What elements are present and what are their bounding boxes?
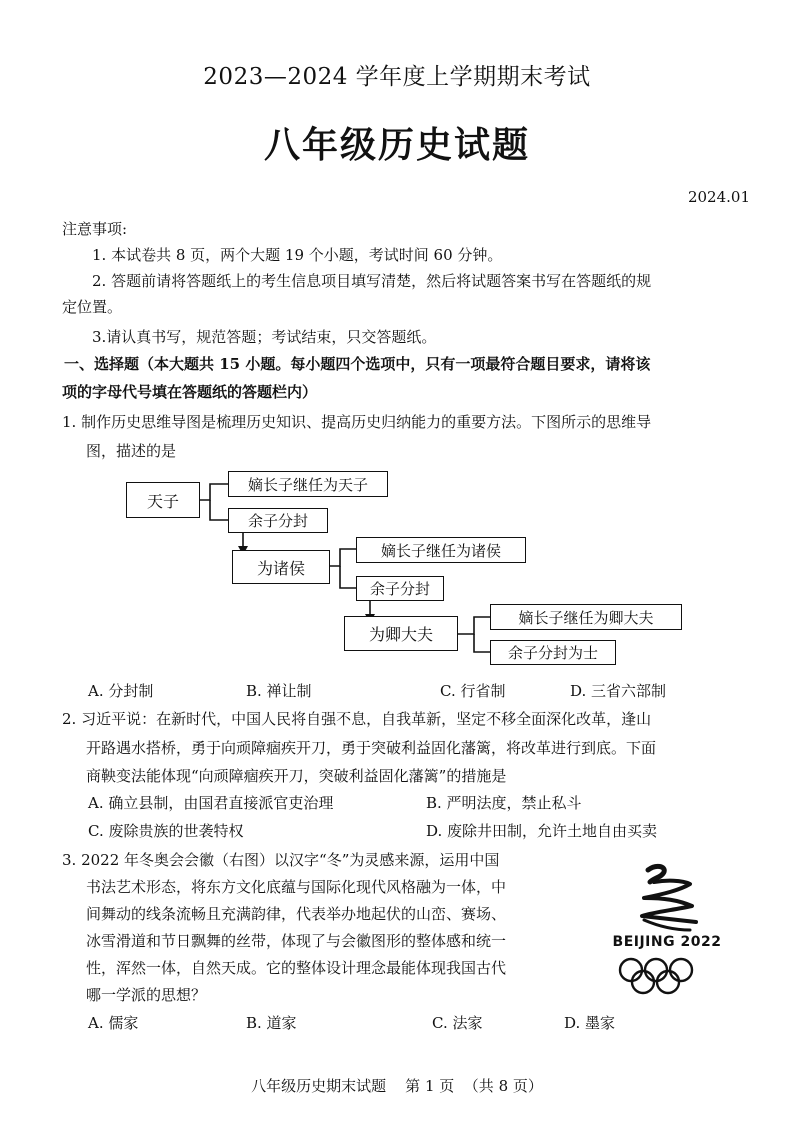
exam-date: 2024.01: [687, 188, 750, 206]
note-item-3: 3.请认真书写，规范答题；考试结束，只交答题纸。: [92, 328, 437, 346]
node-other-sons-shi: 余子分封为士: [490, 640, 616, 665]
q2-option-d: D. 废除井田制，允许土地自由买卖: [426, 822, 658, 840]
q1-stem: 1. 制作历史思维导图是梳理历史知识、提高历史归纳能力的重要方法。下图所示的思维导: [62, 413, 652, 431]
q1-option-c: C. 行省制: [440, 682, 506, 700]
connector-line: [330, 549, 356, 566]
olympic-rings-icon: [604, 956, 730, 996]
q1-option-b: B. 禅让制: [246, 682, 312, 700]
node-eldest-son-zhuhou: 嫡长子继任为诸侯: [356, 537, 526, 563]
q2-stem-cont: 开路遇水搭桥，勇于向顽障痼疾开刀，勇于突破利益固化藩篱，将改革进行到底。下面: [86, 739, 657, 757]
olympic-emblem-logo: [604, 860, 730, 998]
node-zhuhou: 为诸侯: [232, 550, 330, 584]
logo-text: BEIJING 2022: [612, 934, 722, 950]
q3-stem-cont-2: 间舞动的线条流畅且充满韵律，代表举办地起伏的山峦、赛场、: [86, 905, 507, 923]
connector-line: [340, 566, 356, 588]
q1-stem-cont: 图，描述的是: [86, 442, 177, 460]
page-footer: 八年级历史期末试题 第 1 页 （共 8 页）: [251, 1077, 543, 1095]
q1-option-a: A. 分封制: [88, 682, 154, 700]
q2-option-c: C. 废除贵族的世袭特权: [88, 822, 244, 840]
q2-option-a: A. 确立县制，由国君直接派官吏治理: [88, 794, 334, 812]
note-item-1: 1. 本试卷共 8 页，两个大题 19 个小题，考试时间 60 分钟。: [92, 246, 503, 264]
q3-stem-cont-5: 哪一学派的思想？: [86, 986, 207, 1004]
node-eldest-son-tianzi: 嫡长子继任为天子: [228, 471, 388, 497]
q3-option-b: B. 道家: [246, 1014, 297, 1032]
q3-stem-cont-3: 冰雪滑道和节日飘舞的丝带，体现了与会徽图形的整体感和统一: [86, 932, 507, 950]
note-item-2-cont: 定位置。: [62, 298, 123, 316]
q3-option-d: D. 墨家: [564, 1014, 616, 1032]
node-qingdafu: 为卿大夫: [344, 616, 458, 651]
connector-line: [210, 500, 228, 520]
q3-option-c: C. 法家: [432, 1014, 483, 1032]
connector-line: [474, 634, 490, 652]
connector-line: [200, 484, 228, 500]
q1-option-d: D. 三省六部制: [570, 682, 667, 700]
section-heading: 一、选择题（本大题共 15 小题。每小题四个选项中，只有一项最符合题目要求，请将该: [64, 355, 651, 373]
q3-stem: 3. 2022 年冬奥会会徽（右图）以汉字“冬”为灵感来源，运用中国: [62, 851, 500, 869]
node-eldest-son-qingdafu: 嫡长子继任为卿大夫: [490, 604, 682, 630]
node-other-sons-enfeoff: 余子分封: [228, 508, 328, 533]
node-tianzi: 天子: [126, 482, 200, 518]
q2-option-b: B. 严明法度，禁止私斗: [426, 794, 582, 812]
q3-stem-cont-4: 性，浑然一体，自然天成。它的整体设计理念最能体现我国古代: [86, 959, 507, 977]
q2-stem: 2. 习近平说：在新时代，中国人民将自强不息，自我革新，坚定不移全面深化改革，逢山: [62, 710, 652, 728]
exam-title: 2023—2024 学年度上学期期末考试: [203, 64, 591, 90]
subject-title: 八年级历史试题: [263, 124, 530, 166]
q3-stem-cont-1: 书法艺术形态，将东方文化底蕴与国际化现代风格融为一体，中: [86, 878, 507, 896]
q2-stem-cont-2: 商鞅变法能体现“向顽障痼疾开刀，突破利益固化藩篱”的措施是: [86, 767, 507, 785]
connector-line: [458, 617, 490, 634]
q3-option-a: A. 儒家: [88, 1014, 139, 1032]
notes-heading: 注意事项:: [62, 220, 128, 238]
section-heading-cont: 项的字母代号填在答题纸的答题栏内）: [62, 383, 318, 401]
node-other-sons-enfeoff-2: 余子分封: [356, 576, 444, 601]
note-item-2: 2. 答题前请将答题纸上的考生信息项目填写清楚，然后将试题答案书写在答题纸的规: [92, 272, 652, 290]
